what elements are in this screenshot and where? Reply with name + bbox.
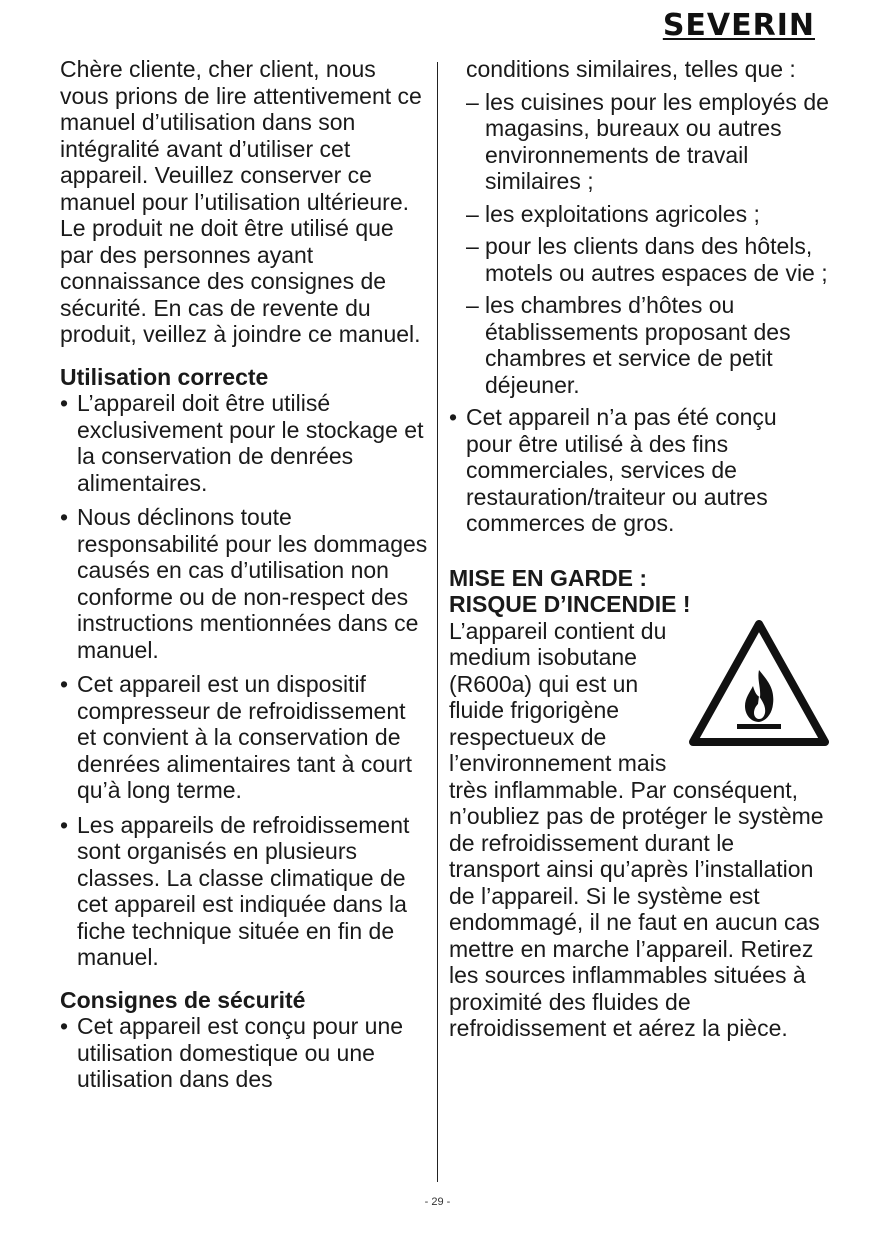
continuation-text: conditions similaires, telles que :: [466, 56, 796, 82]
commercial-list: [449, 404, 829, 537]
warning-heading-line1: MISE EN GARDE :: [449, 564, 648, 591]
warning-heading-line2: RISQUE D’INCENDIE !: [449, 591, 691, 617]
left-column: [60, 56, 430, 1101]
list-item: • Cet appareil est conçu pour une utilisation domestique ou une utilisation dans des: [60, 1013, 430, 1093]
list-item: • Nous déclinons toute responsabilité pour les dommages causés en cas d’utilisation non conforme ou de non-respect des instructions mentionnées dans ce manuel.: [60, 504, 430, 663]
list-item: – les chambres d’hôtes ou établissements proposant des chambres et service de petit déjeuner.: [449, 292, 829, 398]
column-divider: [437, 62, 438, 1182]
right-column: [449, 56, 829, 1042]
list-item: • L’appareil doit être utilisé exclusivement pour le stockage et la conservation de denrées alimentaires.: [60, 390, 430, 496]
list-item: – les cuisines pour les employés de magasins, bureaux ou autres environnements de travail similaires ;: [449, 89, 829, 195]
list-item: • Les appareils de refroidissement sont organisés en plusieurs classes. La classe climatique de cet appareil est indiquée dans la fiche technique située en fin de manuel.: [60, 812, 430, 971]
list-item: – pour les clients dans des hôtels, motels ou autres espaces de vie ;: [449, 233, 829, 286]
warning-block: [449, 618, 829, 1042]
safety-heading: Consignes de sécurité: [60, 986, 306, 1013]
usage-heading: Utilisation correcte: [60, 363, 269, 390]
safety-list: [60, 1013, 430, 1093]
list-item: • Cet appareil est un dispositif compresseur de refroidissement et convient à la conservation de denrées alimentaires tant à court qu’à long terme.: [60, 671, 430, 804]
usage-list: [60, 390, 430, 971]
intro-paragraph: Chère cliente, cher client, nous vous prions de lire attentivement ce manuel d’utilisation dans son intégralité avant d’utiliser cet appareil. Veuillez conserver ce manuel pour l’utilisation ultérieure. Le produit ne doit être utilisé que par des personnes ayant connaissance des consignes de sécurité. En cas de revente du produit, veillez à joindre ce manuel.: [60, 56, 422, 347]
page-number: - 29 -: [424, 1196, 451, 1208]
warning-text: L’appareil contient du medium isobutane (R600a) qui est un fluide frigorigène respectueux de l’environnement mais très inflammable. Par conséquent, n’oubliez pas de protéger le système de refroidissement durant le transport ainsi qu’après l’installation de l’appareil. Si le système est endommagé, il ne faut en aucun cas mettre en marche l’appareil. Retirez les sources inflammables situées à proximité des fluides de refroidissement et aérez la pièce.: [449, 617, 824, 1041]
flammable-warning-icon: [689, 618, 829, 750]
brand-logo: SEVERIN: [662, 8, 815, 43]
list-item: • Cet appareil n’a pas été conçu pour être utilisé à des fins commerciales, services de restauration/traiteur ou autres commerces de gros.: [449, 404, 829, 537]
similar-conditions-list: [449, 89, 829, 399]
list-item: – les exploitations agricoles ;: [449, 201, 829, 228]
